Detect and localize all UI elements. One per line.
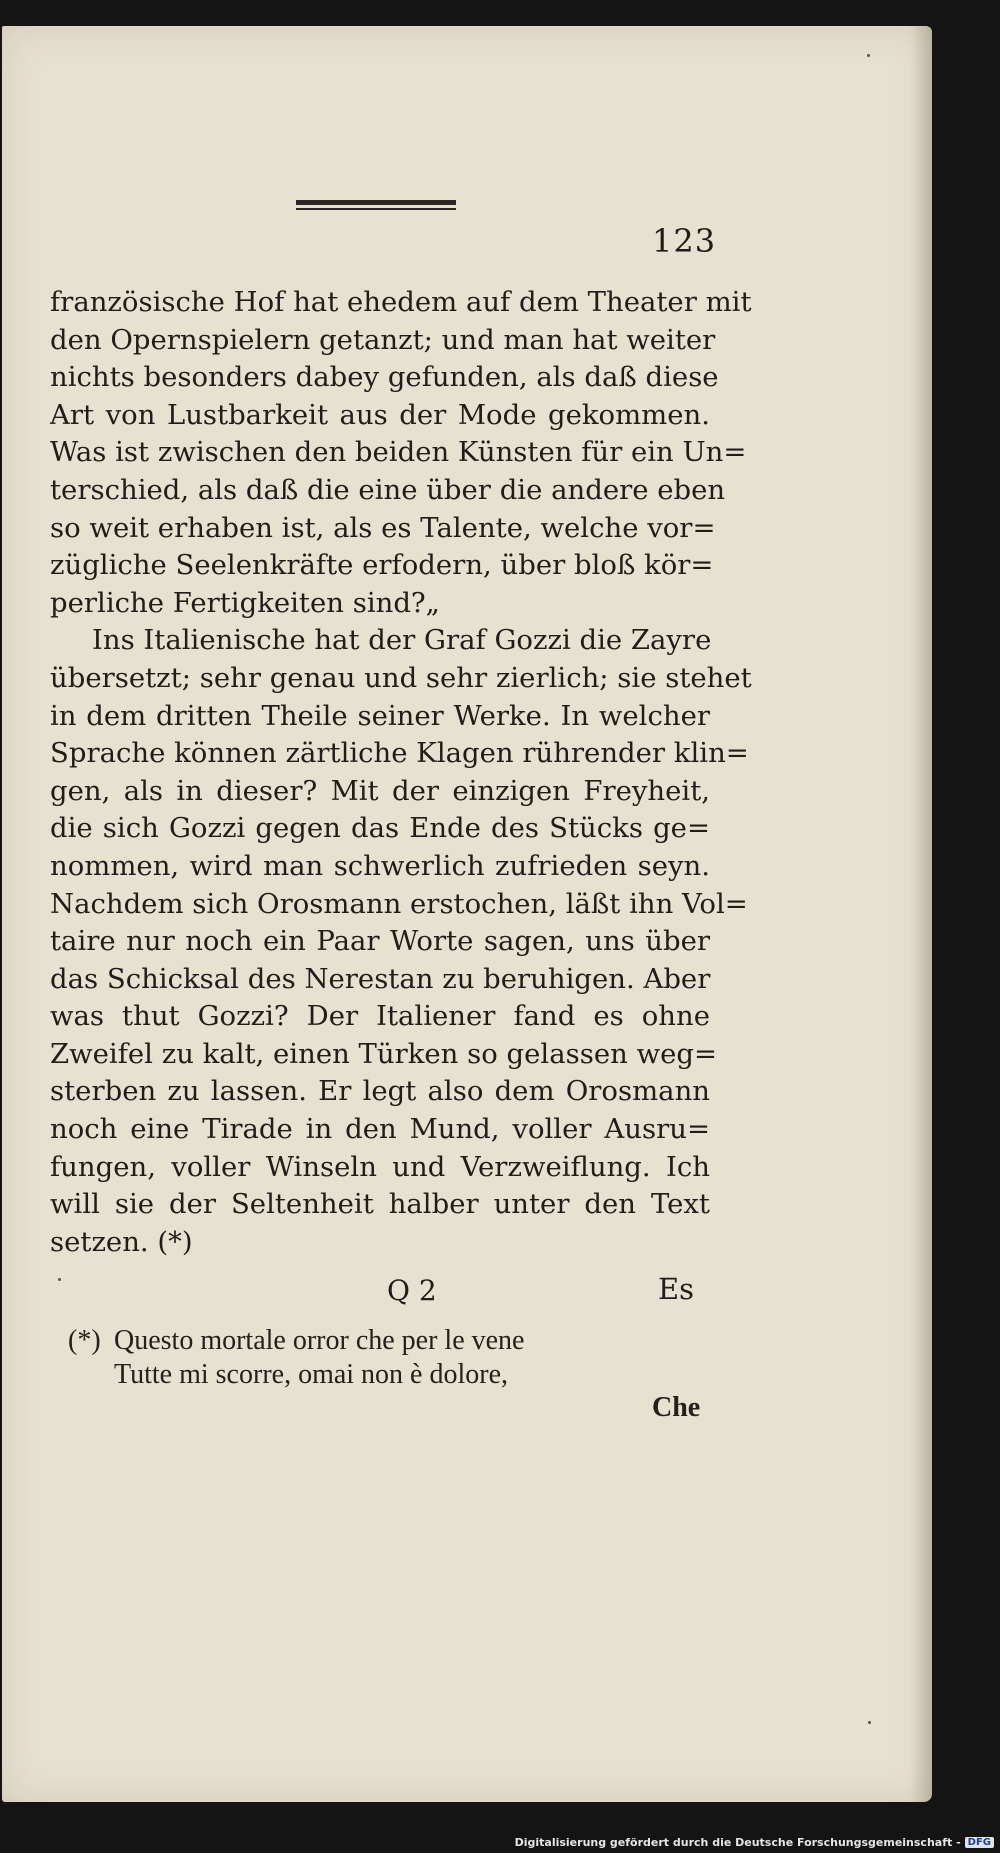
footnote-text: Questo mortale orror che per le vene: [114, 1325, 525, 1356]
text-line: den Opernspielern getanzt; und man hat weiter: [50, 323, 716, 356]
paper-speck: [868, 1721, 871, 1724]
page-number: 123: [652, 222, 717, 260]
text-line: nommen, wird man schwerlich zufrieden seyn.: [50, 849, 710, 882]
text-line: Zweifel zu kalt, einen Türken so gelassen weg=: [50, 1037, 718, 1070]
text-line: fungen, voller Winseln und Verzweiflung. Ich: [50, 1150, 710, 1183]
footnote-catchword: Che: [652, 1392, 701, 1423]
footnote-line: Tutte mi scorre, omai non è dolore,: [114, 1359, 509, 1390]
text-line: Art von Lustbarkeit aus der Mode gekommen.: [50, 398, 710, 431]
catchword: Es: [658, 1272, 695, 1306]
paper-speck: [58, 1278, 61, 1281]
footnote-mark: (*): [68, 1325, 101, 1356]
text-line: noch eine Tirade in den Mund, voller Ausru=: [50, 1113, 710, 1146]
credit-text: Digitalisierung gefördert durch die Deutsche Forschungsgemeinschaft -: [514, 1836, 961, 1849]
paper-speck: [867, 54, 870, 57]
text-line: gen, als in dieser? Mit der einzigen Freyheit,: [50, 774, 710, 807]
text-line: Nachdem sich Orosmann erstochen, läßt ihn Vol=: [50, 887, 748, 920]
dfg-logo: DFG: [965, 1837, 994, 1848]
text-line: will sie der Seltenheit halber unter den Text: [50, 1188, 710, 1221]
text-line: Ins Italienische hat der Graf Gozzi die Zayre: [92, 624, 712, 657]
text-line: Sprache können zärtliche Klagen rührender klin=: [50, 737, 749, 770]
text-line: sterben zu lassen. Er legt also dem Orosmann: [50, 1075, 710, 1108]
text-line: terschied, als daß die eine über die andere eben: [50, 473, 726, 506]
text-line: taire nur noch ein Paar Worte sagen, uns über: [50, 925, 710, 958]
text-line: perliche Fertigkeiten sind?„: [50, 586, 440, 619]
text-line: die sich Gozzi gegen das Ende des Stücks ge=: [50, 812, 710, 845]
text-line: französische Hof hat ehedem auf dem Theater mit: [50, 286, 752, 318]
text-line: was thut Gozzi? Der Italiener fand es ohne: [50, 1000, 710, 1033]
text-line: übersetzt; sehr genau und sehr zierlich; sie stehet: [50, 661, 752, 694]
text-line: das Schicksal des Nerestan zu beruhigen. Aber: [50, 962, 711, 995]
text-line: zügliche Seelenkräfte erfodern, über bloß kör=: [50, 549, 714, 582]
text-line: nichts besonders dabey gefunden, als daß diese: [50, 361, 719, 394]
footnote-line: [68, 1324, 524, 1358]
digitization-credit: [515, 1836, 994, 1849]
text-line: in dem dritten Theile seiner Werke. In welcher: [50, 699, 710, 732]
body-text: [50, 284, 752, 1261]
signature-mark: Q 2: [387, 1274, 437, 1307]
text-line: setzen. (*): [50, 1225, 193, 1258]
book-page: [2, 26, 932, 1802]
text-line: Was ist zwischen den beiden Künsten für ein Un=: [50, 436, 747, 469]
text-line: so weit erhaben ist, als es Talente, welche vor=: [50, 511, 716, 544]
header-rule: [296, 200, 456, 210]
footnote: [68, 1324, 524, 1392]
